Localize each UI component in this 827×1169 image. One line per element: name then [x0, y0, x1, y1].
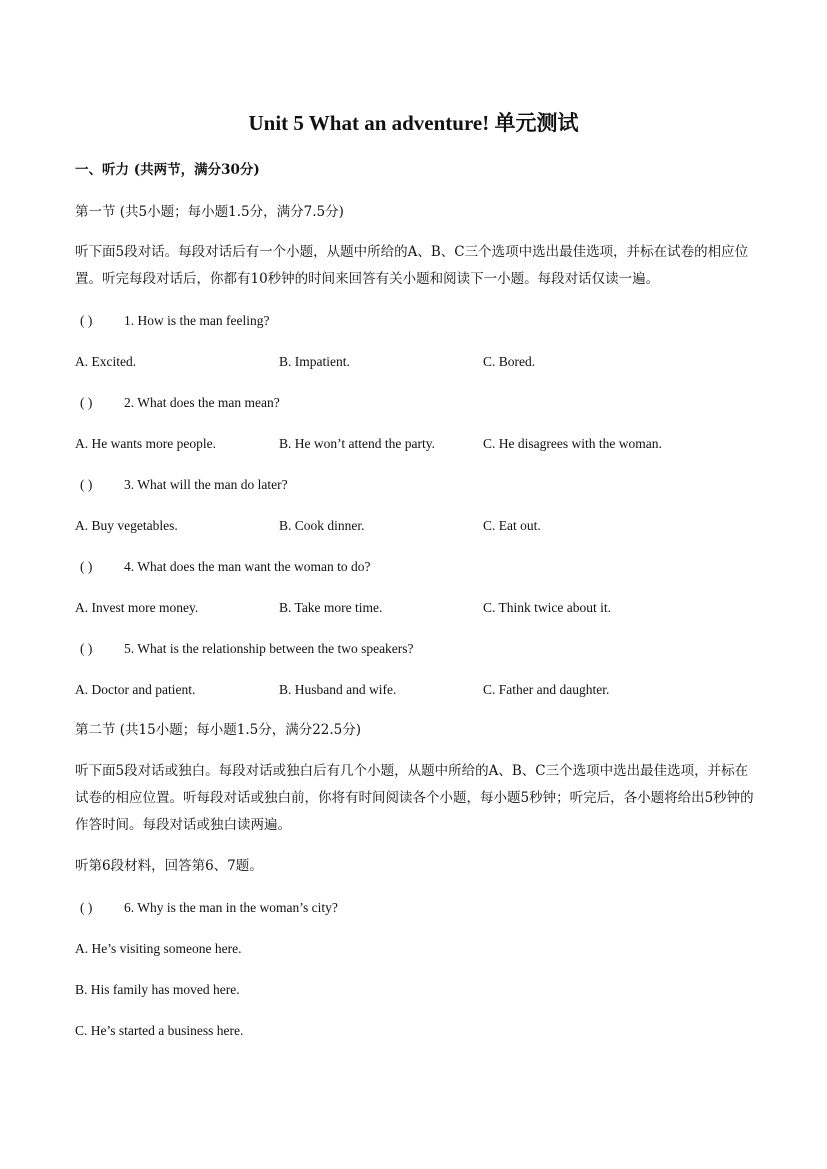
- question-6-option-c: C. He’s started a business here.: [75, 1023, 244, 1038]
- question-text: 4. What does the man want the woman to do?: [124, 559, 371, 574]
- question-text: 1. How is the man feeling?: [124, 313, 270, 328]
- answer-blank[interactable]: ( ): [80, 641, 93, 656]
- question-5-options: [75, 680, 775, 700]
- section1-heading: 第一节 (共5小题；每小题1.5分，满分7.5分): [75, 204, 344, 220]
- option-b: B. He won’t attend the party.: [279, 436, 435, 451]
- option-c: C. Father and daughter.: [483, 682, 610, 697]
- question-3-options: [75, 516, 775, 536]
- option-c: C. Bored.: [483, 354, 536, 369]
- question-6-option-b: B. His family has moved here.: [75, 982, 240, 997]
- question-text: 5. What is the relationship between the two speakers?: [124, 641, 414, 656]
- option-a: A. He wants more people.: [75, 436, 216, 451]
- question-5: [80, 639, 414, 659]
- question-3: [80, 475, 288, 495]
- part1-heading: 一、听力 (共两节，满分30分): [75, 162, 260, 178]
- option-a: A. Invest more money.: [75, 600, 199, 615]
- option-b: B. Impatient.: [279, 354, 350, 369]
- option-b: B. Cook dinner.: [279, 518, 365, 533]
- question-2: [80, 393, 280, 413]
- option-b: B. Take more time.: [279, 600, 383, 615]
- answer-blank[interactable]: ( ): [80, 900, 93, 915]
- option-c: C. Eat out.: [483, 518, 541, 533]
- answer-blank[interactable]: ( ): [80, 395, 93, 410]
- question-6-option-a: A. He’s visiting someone here.: [75, 941, 242, 956]
- section2-instructions: 听下面5段对话或独白。每段对话或独白后有几个小题，从题中所给的A、B、C三个选项中选出最佳选项，并标在试卷的相应位置。听每段对话或独白前，你将有时间阅读各个小题，每小题5秒钟；听完后，各小题将给出5秒钟的作答时间。每段对话或独白读两遍。: [75, 763, 754, 833]
- question-4: [80, 557, 370, 577]
- question-text: 6. Why is the man in the woman’s city?: [124, 900, 338, 915]
- answer-blank[interactable]: ( ): [80, 313, 93, 328]
- option-a: A. Buy vegetables.: [75, 518, 178, 533]
- answer-blank[interactable]: ( ): [80, 477, 93, 492]
- question-4-options: [75, 598, 775, 618]
- question-text: 2. What does the man mean?: [124, 395, 280, 410]
- question-1-options: [75, 352, 775, 372]
- option-a: A. Excited.: [75, 354, 137, 369]
- section2-heading: 第二节 (共15小题；每小题1.5分，满分22.5分): [75, 722, 362, 738]
- material-note: 听第6段材料，回答第6、7题。: [75, 858, 263, 874]
- option-b: B. Husband and wife.: [279, 682, 397, 697]
- answer-blank[interactable]: ( ): [80, 559, 93, 574]
- question-2-options: [75, 434, 775, 454]
- option-a: A. Doctor and patient.: [75, 682, 196, 697]
- option-c: C. Think twice about it.: [483, 600, 611, 615]
- question-1: [80, 311, 269, 331]
- section1-instructions: 听下面5段对话。每段对话后有一个小题，从题中所给的A、B、C三个选项中选出最佳选项，并标在试卷的相应位置。听完每段对话后，你都有10秒钟的时间来回答有关小题和阅读下一小题。每段对话仅读一遍。: [75, 244, 749, 287]
- question-text: 3. What will the man do later?: [124, 477, 288, 492]
- option-c: C. He disagrees with the woman.: [483, 436, 662, 451]
- question-6: [80, 898, 338, 918]
- page-title: Unit 5 What an adventure! 单元测试: [248, 111, 579, 135]
